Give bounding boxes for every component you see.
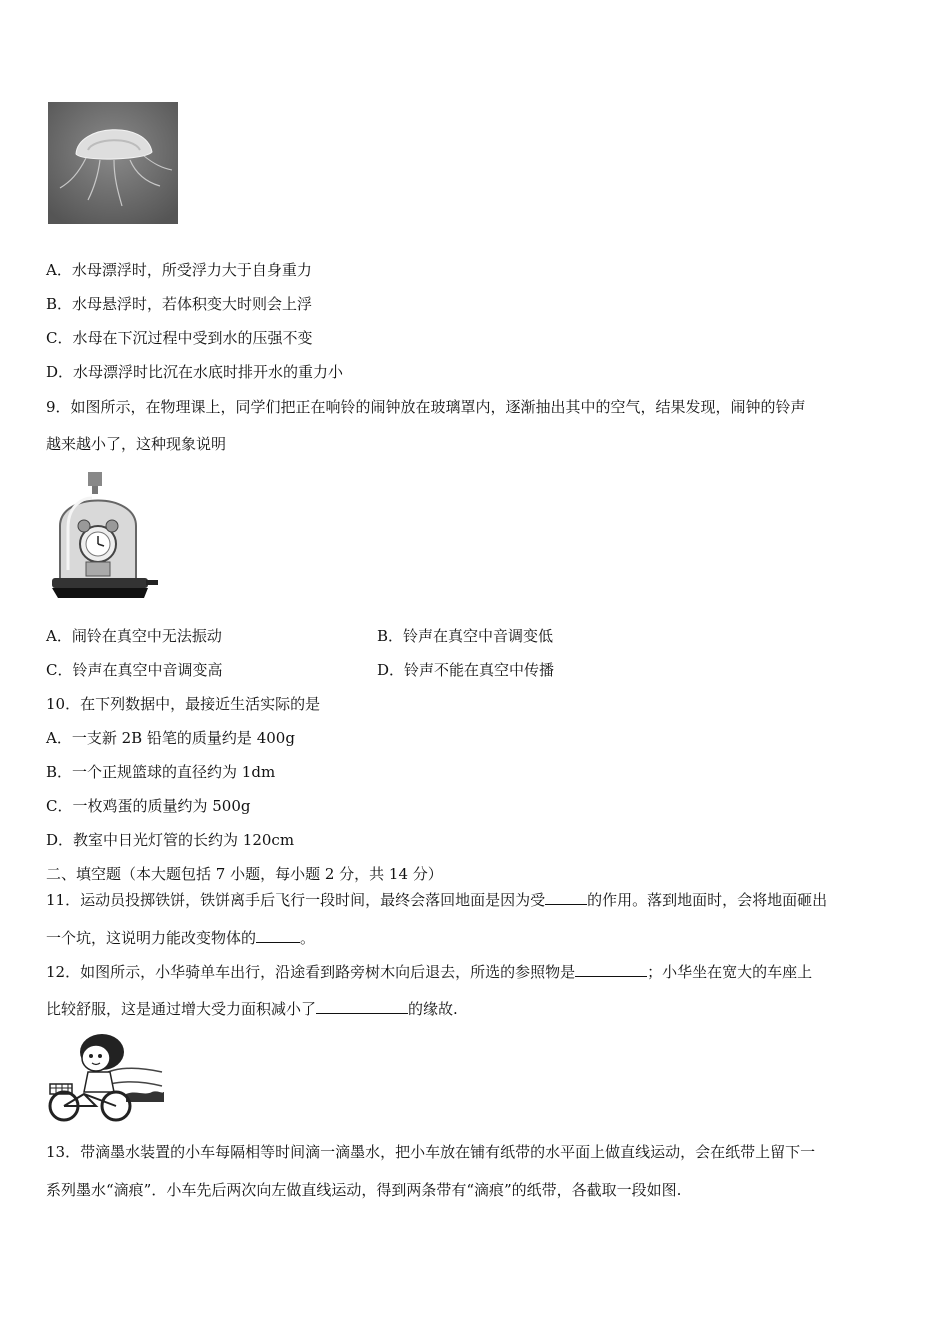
q12-text-4: 的缘故.: [408, 1000, 458, 1018]
bell-jar-figure: [48, 470, 164, 608]
cyclist-figure: [44, 1032, 166, 1124]
q8-option-d: D．水母漂浮时比沉在水底时排开水的重力小: [46, 363, 344, 381]
q8-option-b: B．水母悬浮时，若体积变大时则会上浮: [46, 295, 313, 313]
q12-line1: [46, 962, 812, 982]
q12-line2: [46, 999, 458, 1019]
q12-text-1: 12．如图所示，小华骑单车出行，沿途看到路旁树木向后退去，所选的参照物是: [46, 963, 576, 981]
q8-option-a: A．水母漂浮时，所受浮力大于自身重力: [46, 261, 312, 279]
q11-blank-2[interactable]: [256, 928, 300, 943]
q11-text-2: 的作用。落到地面时，会将地面砸出: [587, 891, 828, 909]
q11-line1: [46, 890, 827, 910]
q12-blank-1[interactable]: [575, 962, 647, 977]
q13-line1: 13．带滴墨水装置的小车每隔相等时间滴一滴墨水，把小车放在铺有纸带的水平面上做直线运动，会在纸带上留下一: [46, 1143, 816, 1161]
q9-option-d: D．铃声不能在真空中传播: [377, 661, 555, 679]
jellyfish-figure: [48, 102, 178, 224]
q9-stem-line1: 9．如图所示，在物理课上，同学们把正在响铃的闹钟放在玻璃罩内，逐渐抽出其中的空气，结果发现，闹钟的铃声: [46, 398, 806, 416]
q11-line2: [46, 928, 315, 948]
q12-blank-2[interactable]: [316, 999, 408, 1014]
section-heading: 二、填空题（本大题包括 7 小题，每小题 2 分，共 14 分）: [46, 865, 443, 883]
q12-text-3: 比较舒服，这是通过增大受力面积减小了: [46, 1000, 317, 1018]
q11-text-4: 。: [300, 929, 316, 947]
q11-text-1: 11．运动员投掷铁饼，铁饼离手后飞行一段时间，最终会落回地面是因为受: [46, 891, 546, 909]
q9-option-b: B．铃声在真空中音调变低: [377, 627, 554, 645]
q9-option-a: A．闹铃在真空中无法振动: [46, 627, 222, 645]
q8-option-c: C．水母在下沉过程中受到水的压强不变: [46, 329, 313, 347]
q10-option-c: C．一枚鸡蛋的质量约为 500g: [46, 797, 251, 815]
q10-stem: 10．在下列数据中，最接近生活实际的是: [46, 695, 321, 713]
q11-blank-1[interactable]: [545, 890, 587, 905]
q10-option-d: D．教室中日光灯管的长约为 120cm: [46, 831, 295, 849]
q9-option-c: C．铃声在真空中音调变高: [46, 661, 223, 679]
q10-option-a: A．一支新 2B 铅笔的质量约是 400g: [46, 729, 295, 747]
q11-text-3: 一个坑，这说明力能改变物体的: [46, 929, 257, 947]
q9-stem-line2: 越来越小了，这种现象说明: [46, 435, 227, 453]
q10-option-b: B．一个正规篮球的直径约为 1dm: [46, 763, 276, 781]
q13-line2: 系列墨水“滴痕”．小车先后两次向左做直线运动，得到两条带有“滴痕”的纸带，各截取一段如图.: [46, 1181, 682, 1199]
q12-text-2: ；小华坐在宽大的车座上: [647, 963, 813, 981]
